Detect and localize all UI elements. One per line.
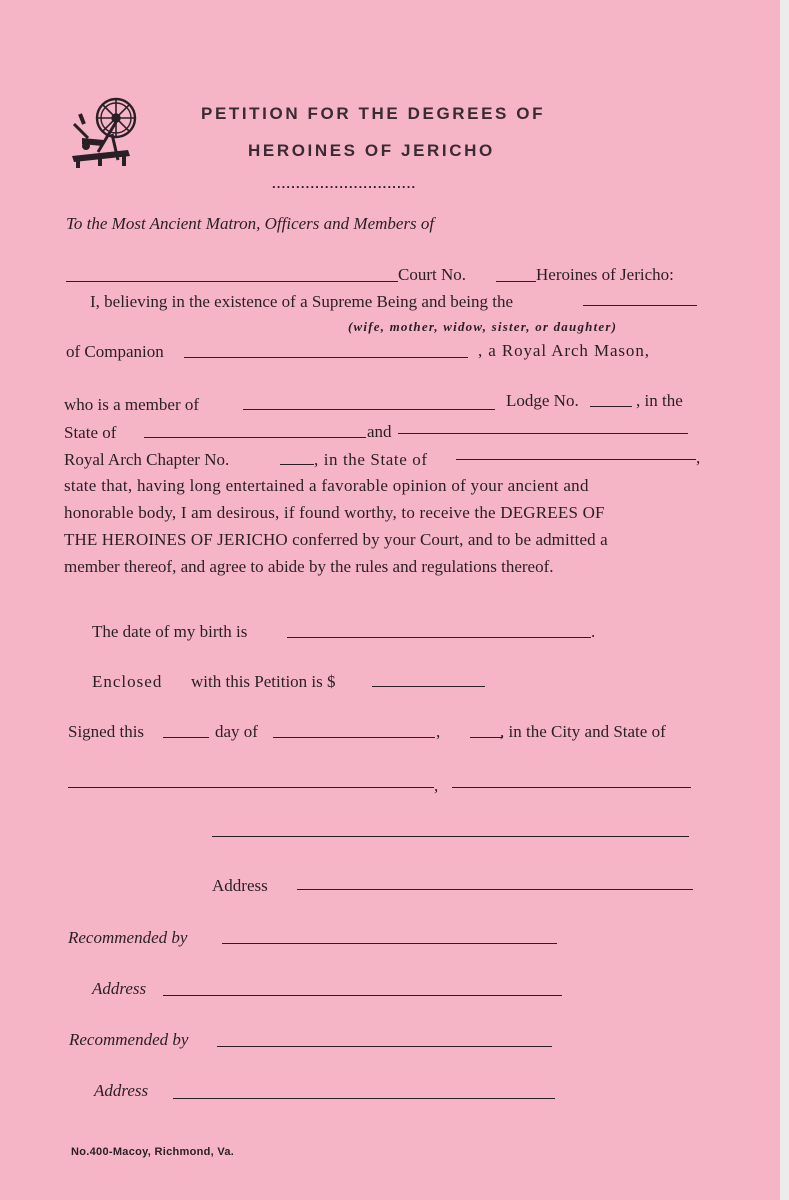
paper-edge (780, 0, 789, 1200)
address-label-1: Address (92, 979, 147, 998)
spinning-wheel-icon (68, 94, 140, 170)
address-field[interactable] (297, 889, 693, 890)
recommended-by-label-1: Recommended by (68, 928, 188, 947)
chapter-no-label: Royal Arch Chapter No. (64, 450, 230, 469)
believing-text: I, believing in the existence of a Supreme Being and being the (90, 292, 513, 311)
title-divider: .............................. (272, 176, 417, 191)
footer-imprint: No.400-Macoy, Richmond, Va. (71, 1146, 235, 1158)
court-name-field[interactable] (66, 281, 398, 282)
recommender-address-field-2[interactable] (173, 1098, 555, 1099)
paragraph-line-1: state that, having long entertained a favorable opinion of your ancient and (64, 476, 589, 495)
enclosed-label: Enclosed (92, 672, 163, 691)
and-label: and (367, 422, 392, 441)
lodge-number-field[interactable] (590, 406, 632, 407)
in-the-label: , in the (636, 391, 683, 410)
birth-date-period: . (591, 622, 596, 641)
heroines-label: Heroines of Jericho: (536, 265, 674, 284)
address-label-2: Address (94, 1081, 149, 1100)
address-label: Address (212, 876, 268, 895)
of-companion-label: of Companion (66, 342, 164, 361)
chapter-state-comma: , (696, 448, 701, 467)
chapter-number-field[interactable] (280, 464, 314, 465)
recommended-by-field-1[interactable] (222, 943, 557, 944)
companion-name-field[interactable] (184, 357, 468, 358)
state-of-label: State of (64, 423, 117, 442)
paragraph-line-2: honorable body, I am desirous, if found worthy, to receive the DEGREES OF (64, 503, 605, 522)
recommender-address-field-1[interactable] (163, 995, 562, 996)
recommended-by-label-2: Recommended by (69, 1030, 189, 1049)
member-of-label: who is a member of (64, 395, 200, 414)
day-of-label: day of (215, 722, 258, 741)
chapter-name-field[interactable] (398, 433, 688, 434)
signed-month-field[interactable] (273, 737, 435, 738)
lodge-state-field[interactable] (144, 437, 366, 438)
court-number-field[interactable] (496, 281, 536, 282)
court-no-label: Court No. (398, 265, 466, 284)
salutation: To the Most Ancient Matron, Officers and Members of (66, 214, 435, 233)
lodge-name-field[interactable] (243, 409, 495, 410)
recommended-by-field-2[interactable] (217, 1046, 552, 1047)
amount-field[interactable] (372, 686, 485, 687)
signature-field[interactable] (212, 836, 689, 837)
signed-year-field[interactable] (470, 737, 502, 738)
state-field[interactable] (452, 787, 691, 788)
relation-field[interactable] (583, 305, 697, 306)
chapter-state-field[interactable] (456, 459, 696, 460)
birth-date-field[interactable] (287, 637, 591, 638)
royal-arch-mason-label: , a Royal Arch Mason, (478, 341, 650, 360)
relation-hint: (wife, mother, widow, sister, or daughter) (348, 319, 618, 334)
city-comma: , (434, 776, 439, 795)
paragraph-line-3: THE HEROINES OF JERICHO conferred by your Court, and to be admitted a (64, 530, 608, 549)
birth-date-label: The date of my birth is (92, 622, 248, 641)
signed-comma: , (436, 722, 441, 741)
paragraph-line-4: member thereof, and agree to abide by the rules and regulations thereof. (64, 557, 554, 576)
city-field[interactable] (68, 787, 434, 788)
signed-this-label: Signed this (68, 722, 145, 741)
city-state-label: , in the City and State of (500, 722, 666, 741)
title-line-1: PETITION FOR THE DEGREES OF (201, 104, 546, 123)
lodge-no-label: Lodge No. (506, 391, 579, 410)
in-state-of-label: , in the State of (314, 450, 428, 469)
signed-day-field[interactable] (163, 737, 209, 738)
title-line-2: HEROINES OF JERICHO (248, 141, 495, 160)
with-petition-label: with this Petition is $ (191, 672, 336, 691)
